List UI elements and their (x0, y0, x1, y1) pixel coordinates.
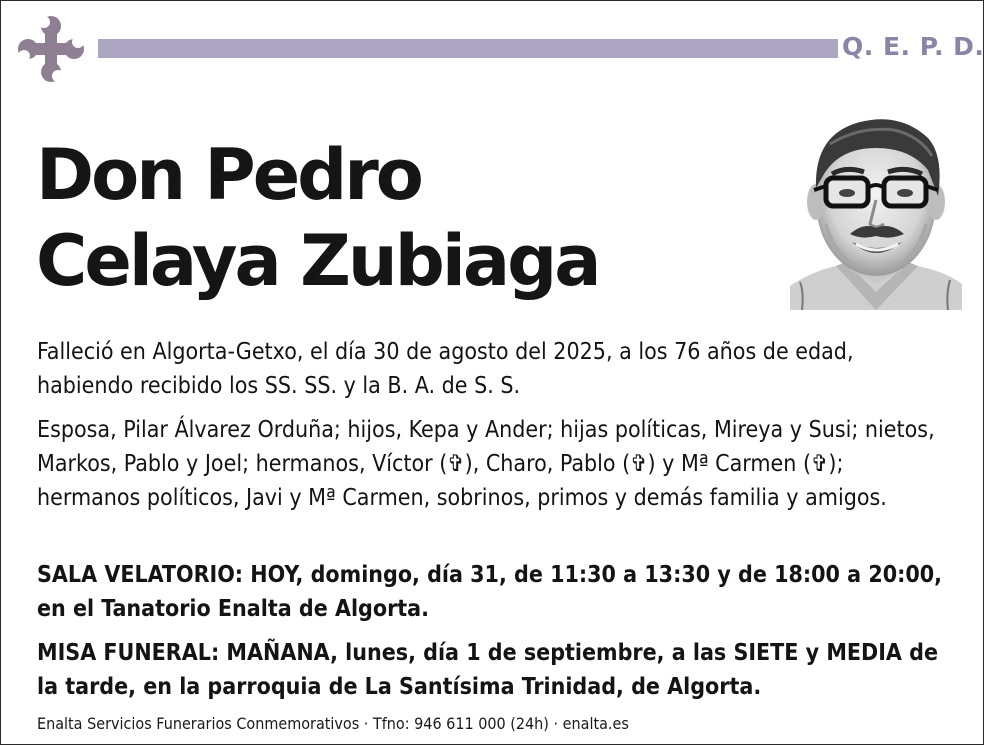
name-line-1: Don Pedro (36, 134, 421, 216)
name-line-2: Celaya Zubiaga (36, 220, 599, 302)
death-notice-line-1: Falleció en Algorta-Getxo, el día 30 de agosto del 2025, a los 76 años de edad, (37, 339, 854, 365)
portrait-photo (790, 104, 962, 310)
family-list: Esposa, Pilar Álvarez Orduña; hijos, Kepa y Ander; hijas políticas, Mireya y Susi; nietos, Markos, Pablo y Joel; hermanos, Víctor (✞), Charo, Pablo (✞) y Mª Carmen (✞); hermanos políticos, Javi y Mª Carmen, sobrinos, primos y demás familia y amigos. (37, 417, 935, 511)
funeral-home-footer: Enalta Servicios Funerarios Conmemorativos · Tfno: 946 611 000 (24h) · enalta.es (37, 714, 629, 733)
header-bar (98, 39, 838, 58)
qepd-badge: Q. E. P. D. (842, 32, 984, 61)
funeral-info: MISA FUNERAL: MAÑANA, lunes, día 1 de septiembre, a las SIETE y MEDIA de la tarde, en la parroquia de La Santísima Trinidad, de Algorta. (37, 640, 938, 700)
death-notice-line-2: habiendo recibido los SS. SS. y la B. A. de S. S. (37, 373, 521, 399)
death-notice (37, 335, 952, 403)
lauburu-icon (14, 12, 88, 86)
deceased-name (36, 132, 598, 304)
wake-info: SALA VELATORIO: HOY, domingo, día 31, de 11:30 a 13:30 y de 18:00 a 20:00, en el Tanatorio Enalta de Algorta. (37, 562, 943, 622)
